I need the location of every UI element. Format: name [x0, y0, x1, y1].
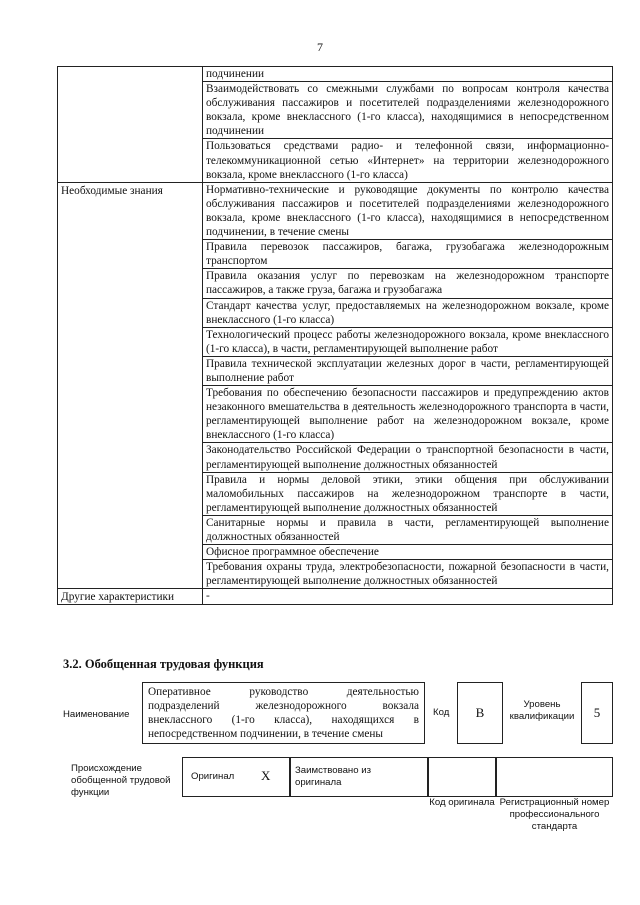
knowledge-label: Необходимые знания [58, 182, 203, 589]
original-label: Оригинал [191, 771, 235, 782]
continued-cell: Взаимодействовать со смежными службами по вопросам контроля качества обслуживания пассажиров и посетителей подразделениями железнодорожного вокзала, кроме внеклассного (1-го класса), находящимися в непосредственном подчинении [203, 82, 613, 139]
code-caption: Код оригинала [429, 797, 495, 808]
continued-cell: подчинении [203, 67, 613, 82]
knowledge-item: Офисное программное обеспечение [203, 545, 613, 560]
borrowed-label: Заимствовано из оригинала [295, 765, 371, 788]
original-mark: X [261, 768, 271, 783]
table-row [58, 182, 613, 239]
level-label: Уровень квалификации [509, 699, 575, 722]
code-label: Код [433, 707, 450, 718]
empty-label-cell [58, 67, 203, 183]
original-code-cell [428, 757, 496, 797]
name-label: Наименование [63, 709, 130, 720]
borrowed-cell [290, 757, 428, 797]
section-heading: 3.2. Обобщенная трудовая функция [63, 657, 264, 671]
origin-label: Происхождение обобщенной трудовой функции [71, 763, 171, 798]
knowledge-item: Стандарт качества услуг, предоставляемых на железнодорожном вокзале, кроме внеклассного (1-го класса) [203, 298, 613, 327]
page-number: 7 [317, 40, 323, 54]
table-row [58, 67, 613, 82]
knowledge-item: Правила и нормы деловой этики, этики общения при обслуживании маломобильных пассажиров на железнодорожном транспорте в части, регламентирующей выполнение должностных обязанностей [203, 472, 613, 515]
knowledge-item: Технологический процесс работы железнодорожного вокзала, кроме внеклассного (1-го класса), в части, регламентирующей выполнение работ [203, 327, 613, 356]
registration-caption: Регистрационный номер профессионального стандарта [499, 797, 610, 832]
level-value: 5 [581, 682, 613, 744]
original-group [182, 757, 290, 797]
knowledge-item: Правила оказания услуг по перевозкам на железнодорожном транспорте пассажиров, а также груза, багажа и грузобагажа [203, 269, 613, 298]
code-value: B [457, 682, 503, 744]
function-name-box: Оперативное руководство деятельностью подразделений железнодорожного вокзала внеклассного (1-го класса), находящихся в непосредственном подчинении, в течение смены [142, 682, 425, 744]
knowledge-item: Требования по обеспечению безопасности пассажиров и предупреждению актов незаконного вмешательства в деятельность железнодорожного транспорта в части, регламентирующей выполнение работ на железнодорожном вокзале, кроме внеклассного (1-го класса) [203, 386, 613, 443]
knowledge-item: Требования охраны труда, электробезопасности, пожарной безопасности в части, регламентирующей выполнение должностных обязанностей [203, 560, 613, 589]
other-value: - [203, 589, 613, 605]
knowledge-item: Законодательство Российской Федерации о транспортной безопасности в части, регламентирующей выполнение должностных обязанностей [203, 443, 613, 472]
knowledge-item: Санитарные нормы и правила в части, регламентирующей выполнение должностных обязанностей [203, 515, 613, 544]
continued-cell: Пользоваться средствами радио- и телефонной связи, информационно-телекоммуникационной сетью «Интернет» на территории железнодорожного вокзала, кроме внеклассного (1-го класса) [203, 139, 613, 182]
registration-number-cell [496, 757, 613, 797]
competency-table [57, 66, 613, 605]
knowledge-item: Правила перевозок пассажиров, багажа, грузобагажа железнодорожным транспортом [203, 240, 613, 269]
knowledge-item: Правила технической эксплуатации железных дорог в части, регламентирующей выполнение работ [203, 356, 613, 385]
knowledge-item: Нормативно-технические и руководящие документы по контролю качества обслуживания пассажиров и посетителей подразделениями железнодорожного вокзала, кроме внеклассного (1-го класса), находящимися в непосредственном подчинении, в течение смены [203, 182, 613, 239]
table-row [58, 589, 613, 605]
other-label: Другие характеристики [58, 589, 203, 605]
